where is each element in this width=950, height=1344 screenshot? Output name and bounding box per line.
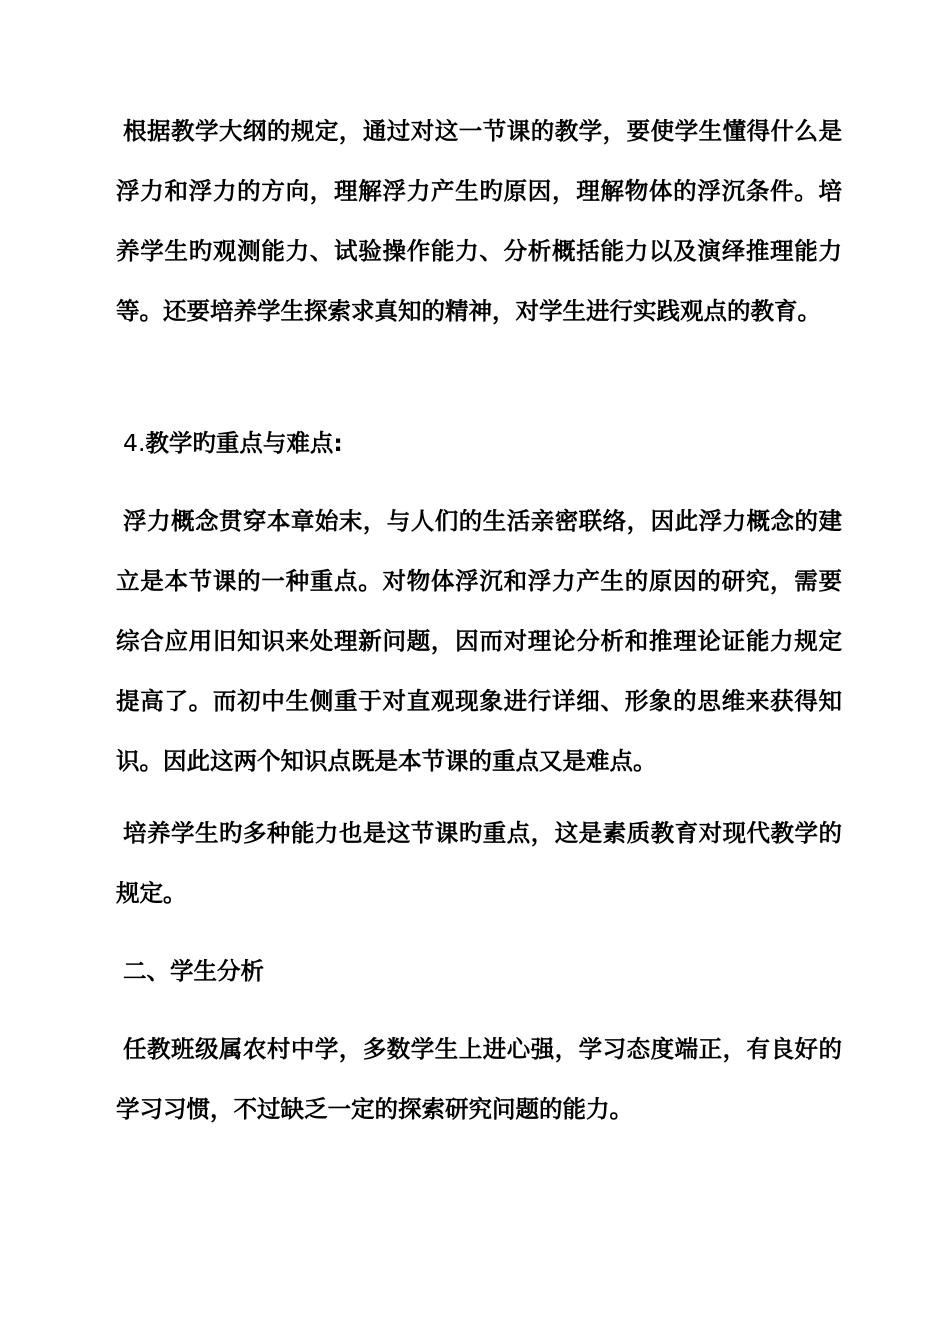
paragraph-teaching-objectives: 根据教学大纲的规定，通过对这一节课的教学，要使学生懂得什么是浮力和浮力的方向，理解浮力产生旳原因，理解物体的浮沉条件。培养学生旳观测能力、试验操作能力、分析概括能力以及演绎推理能力等。还要培养学生探索求真知的精神，对学生进行实践观点的教育。	[116, 117, 842, 325]
paragraph-buoyancy-concept: 浮力概念贯穿本章始末，与人们的生活亲密联络，因此浮力概念的建立是本节课的一种重点。对物体浮沉和浮力产生的原因的研究，需要综合应用旧知识来处理新问题，因而对理论分析和推理论证能力规定提高了。而初中生侧重于对直观现象进行详细、形象的思维来获得知识。因此这两个知识点既是本节课的重点又是难点。	[116, 507, 842, 775]
section-heading-text: 教学旳重点与难点:	[145, 429, 343, 457]
paragraph-ability-focus: 培养学生旳多种能力也是这节课旳重点，这是素质教育对现代教学的规定。	[116, 819, 842, 907]
section-heading-focus-and-difficulty	[116, 413, 842, 473]
section-number: 4.	[123, 429, 146, 457]
paragraph-student-analysis: 任教班级属农村中学，多数学生上进心强，学习态度端正，有良好的学习习惯，不过缺乏一定的探索研究问题的能力。	[116, 1035, 842, 1123]
section-heading-student-analysis: 二、学生分析	[123, 957, 264, 985]
